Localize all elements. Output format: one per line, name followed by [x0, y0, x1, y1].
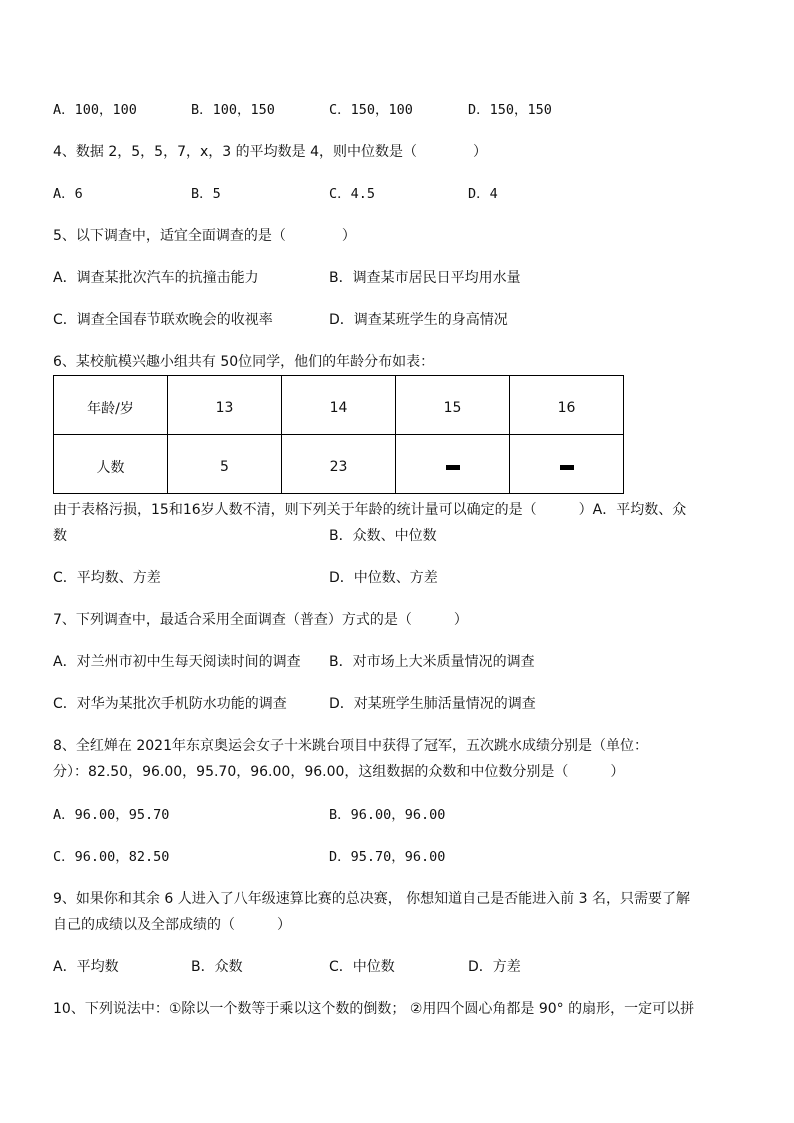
q3-option-c: C．150，100 [329, 102, 413, 118]
q6-stem: 6、某校航模兴趣小组共有 50位同学，他们的年龄分布如表： [53, 354, 435, 370]
age-distribution-table [53, 375, 624, 494]
q6-option-b: B．众数、中位数 [329, 528, 437, 544]
q3-option-a: A．100，100 [53, 102, 137, 118]
q9-option-b: B．众数 [191, 959, 243, 975]
q5-option-a: A．调查某批次汽车的抗撞击能力 [53, 270, 259, 286]
count-cell-14: 23 [282, 435, 396, 494]
q9-option-d: D．方差 [468, 959, 521, 975]
q4-stem: 4、数据 2，5，5，7，x，3 的平均数是 4，则中位数是（ ） [53, 144, 487, 160]
q5-option-b: B．调查某市居民日平均用水量 [329, 270, 521, 286]
q6-followup-line1: 由于表格污损，15和16岁人数不清，则下列关于年龄的统计量可以确定的是（ ）A．平均数、众 [53, 502, 687, 518]
q7-option-b: B．对市场上大米质量情况的调查 [329, 654, 535, 670]
age-cell-13: 13 [168, 376, 282, 435]
q5-option-c: C．调查全国春节联欢晚会的收视率 [53, 312, 273, 328]
q9-option-a: A．平均数 [53, 959, 119, 975]
q8-option-d: D．95.70，96.00 [329, 849, 446, 865]
age-cell-14: 14 [282, 376, 396, 435]
q8-stem-line2: 分）：82.50，96.00，95.70，96.00，96.00，这组数据的众数和中位数分别是（ ） [53, 764, 625, 780]
q8-option-b: B．96.00，96.00 [329, 807, 446, 823]
age-cell-16: 16 [510, 376, 624, 435]
q9-stem-line2: 自己的成绩以及全部成绩的（ ） [53, 917, 291, 933]
q6-option-d: D．中位数、方差 [329, 570, 438, 586]
q3-option-d: D．150，150 [468, 102, 552, 118]
q5-stem: 5、以下调查中，适宜全面调查的是（ ） [53, 228, 356, 244]
count-header-cell: 人数 [54, 435, 168, 494]
q8-stem-line1: 8、全红婵在 2021年东京奥运会女子十米跳台项目中获得了冠军，五次跳水成绩分别是（单位： [53, 738, 648, 754]
q6-option-c: C．平均数、方差 [53, 570, 161, 586]
q6-followup-line2: 数 [53, 528, 67, 544]
q9-stem-line1: 9、如果你和其余 6 人进入了八年级速算比赛的总决赛， 你想知道自己是否能进入前 3 名，只需要了解 [53, 891, 690, 907]
q7-stem: 7、下列调查中，最适合采用全面调查（普查）方式的是（ ） [53, 612, 468, 628]
q4-option-b: B．5 [191, 186, 221, 202]
ink-stain-mark [560, 465, 574, 470]
q3-option-b: B．100，150 [191, 102, 275, 118]
q8-option-c: C．96.00，82.50 [53, 849, 170, 865]
q4-option-d: D．4 [468, 186, 498, 202]
table-row-age [54, 376, 624, 435]
q7-option-d: D．对某班学生肺活量情况的调查 [329, 696, 536, 712]
ink-stain-mark [446, 465, 460, 470]
age-cell-15: 15 [396, 376, 510, 435]
q5-option-d: D．调查某班学生的身高情况 [329, 312, 508, 328]
table-row-count [54, 435, 624, 494]
count-cell-13: 5 [168, 435, 282, 494]
q10-stem-line1: 10、下列说法中：①除以一个数等于乘以这个数的倒数； ②用四个圆心角都是 90° 的扇形，一定可以拼 [53, 1001, 695, 1017]
q4-option-c: C．4.5 [329, 186, 376, 202]
q4-option-a: A．6 [53, 186, 83, 202]
q7-option-c: C．对华为某批次手机防水功能的调查 [53, 696, 287, 712]
age-header-cell: 年龄/岁 [54, 376, 168, 435]
q7-option-a: A．对兰州市初中生每天阅读时间的调查 [53, 654, 301, 670]
count-cell-15-stained [396, 435, 510, 494]
q9-option-c: C．中位数 [329, 959, 395, 975]
count-cell-16-stained [510, 435, 624, 494]
q8-option-a: A．96.00，95.70 [53, 807, 170, 823]
